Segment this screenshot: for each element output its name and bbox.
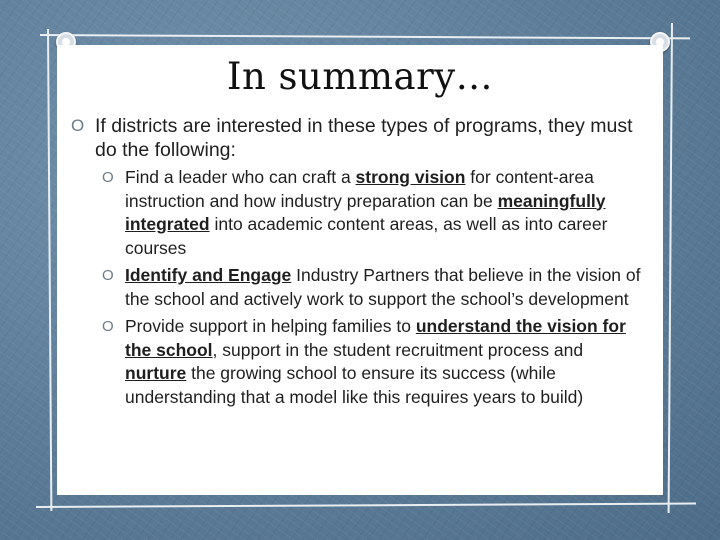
understand-vision-emphasis: understand the vision for the school: [125, 316, 626, 360]
bullet-marker: O: [71, 116, 85, 135]
partners-text: Industry Partners that believe in the vision of the school and actively work to support the school’s development: [125, 265, 641, 309]
families-text-end: the growing school to ensure its success (while understanding that a model like this requires years to build): [125, 363, 584, 407]
leader-text: Find a leader who can craft a: [125, 167, 356, 187]
nurture-emphasis: nurture: [125, 363, 187, 383]
bullet-list: [57, 114, 657, 409]
intro-bullet: [57, 114, 657, 162]
strong-vision-emphasis: strong vision: [355, 167, 466, 187]
bullet-marker: O: [102, 267, 114, 284]
meaningfully-integrated-emphasis: meaningfully integrated: [125, 190, 606, 234]
sub-bullet-leader: [57, 166, 657, 260]
frame-line-top: [40, 34, 690, 39]
frame-line-bottom: [36, 503, 696, 508]
frame-line-right: [668, 23, 673, 513]
slide-card: [57, 45, 663, 495]
intro-text: If districts are interested in these types of programs, they must do the following:: [95, 115, 633, 161]
slide-title: In summary…: [226, 55, 494, 98]
bullet-marker: O: [102, 318, 114, 335]
bullet-marker: O: [102, 169, 114, 186]
sub-bullet-partners: [57, 264, 657, 311]
families-text: Provide support in helping families to: [125, 316, 416, 336]
families-text-cont: , support in the student recruitment process and: [212, 339, 584, 360]
identify-engage-emphasis: Identify and Engage: [125, 265, 292, 285]
sub-bullet-families: [57, 315, 657, 409]
leader-text-cont: for content-area instruction and how industry preparation can be: [125, 167, 594, 211]
leader-text-end: into academic content areas, as well as into career courses: [125, 214, 608, 258]
frame-line-left: [47, 29, 52, 511]
